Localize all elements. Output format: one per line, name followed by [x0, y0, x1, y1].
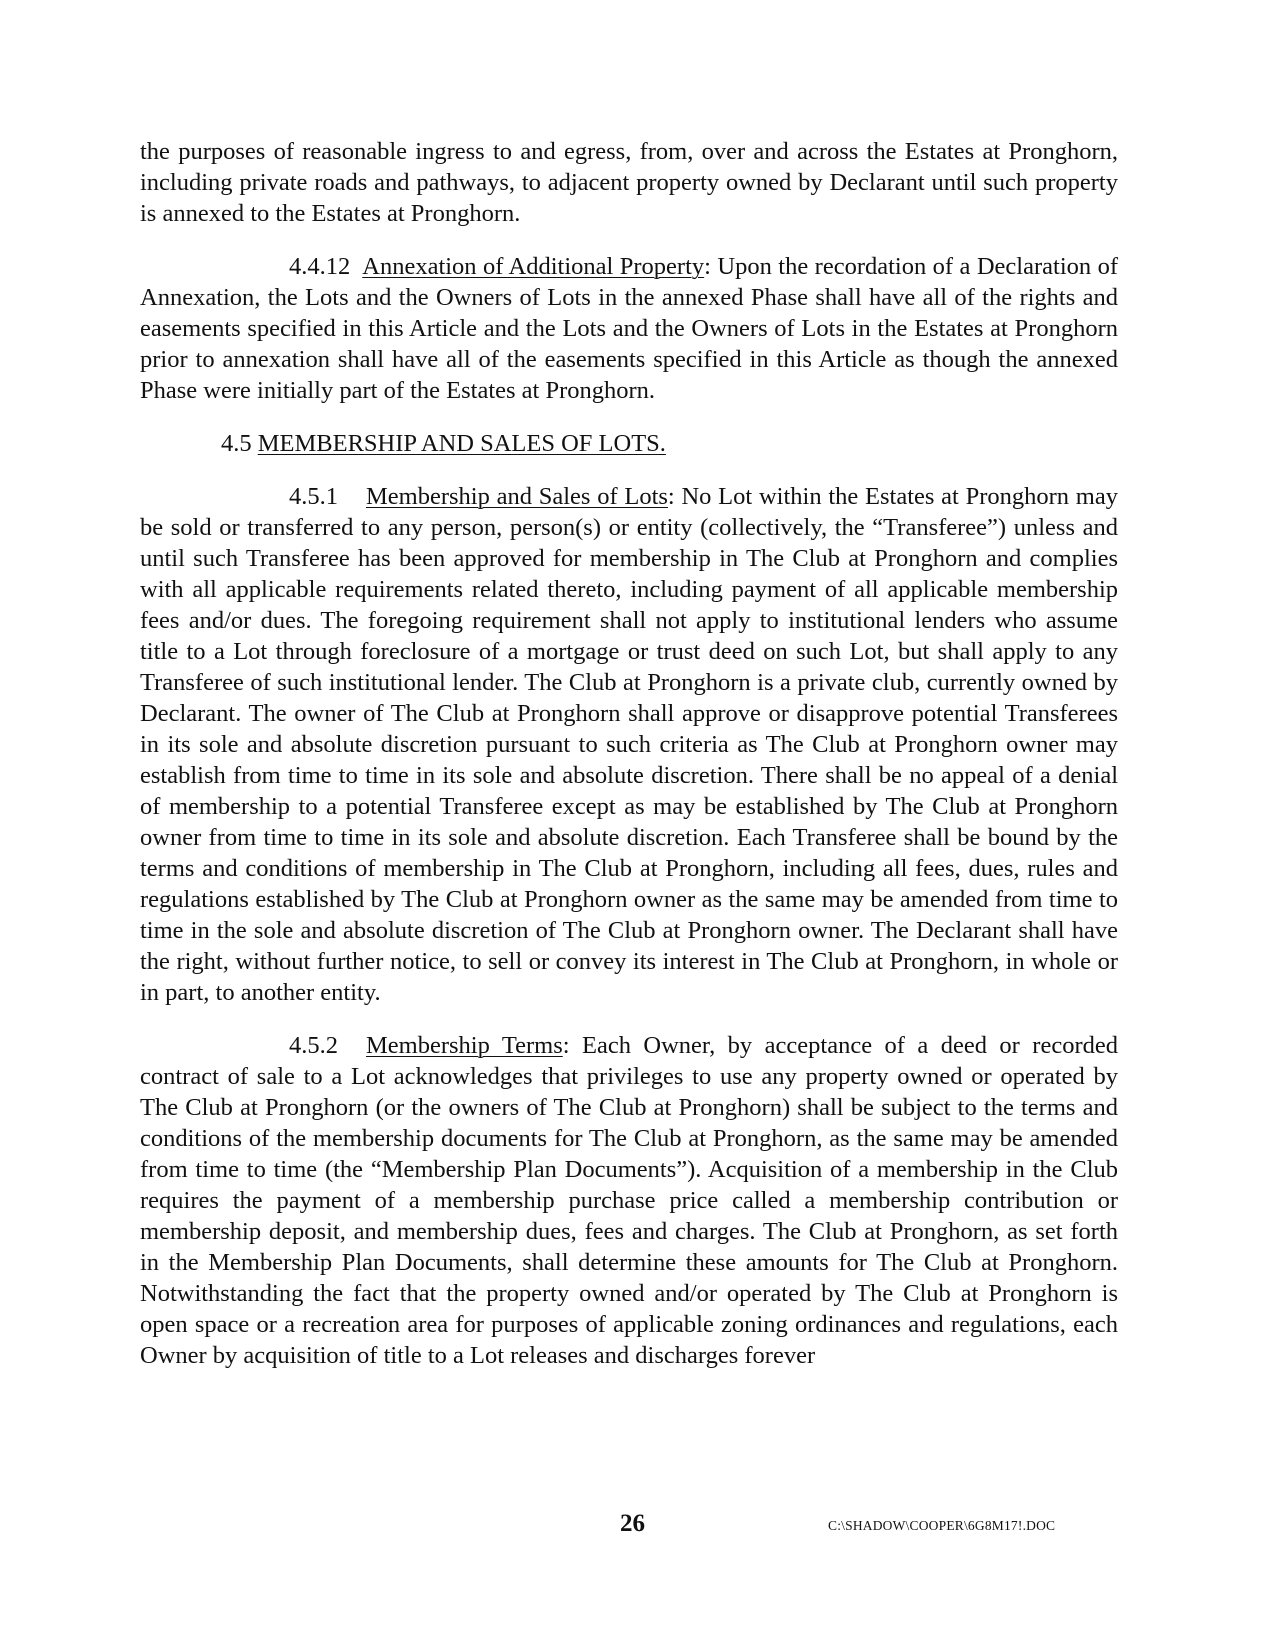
section-number: 4.5.1: [289, 483, 338, 510]
document-body: [140, 136, 1118, 1371]
paragraph-continuation: the purposes of reasonable ingress to and egress, from, over and across the Estates at Pronghorn, including private roads and pathways, to adjacent property owned by Declarant until such property is annexed to the Estates at Pronghorn.: [140, 138, 1118, 227]
section-text: : Each Owner, by acceptance of a deed or recorded contract of sale to a Lot acknowledges that privileges to use any property owned or operated by The Club at Pronghorn (or the owners of The Club at Pronghorn) shall be subject to the terms and conditions of the membership documents for The Club at Pronghorn, as the same may be amended from time to time (the “Membership Plan Documents”). Acquisition of a membership in the Club requires the payment of a membership purchase price called a membership contribution or membership deposit, and membership dues, fees and charges. The Club at Pronghorn, as set forth in the Membership Plan Documents, shall determine these amounts for The Club at Pronghorn. Notwithstanding the fact that the property owned and/or operated by The Club at Pronghorn is open space or a recreation area for purposes of applicable zoning ordinances and regulations, each Owner by acquisition of title to a Lot releases and discharges forever: [140, 1032, 1118, 1369]
section-4-4-12: [140, 251, 1118, 406]
section-4-5: [140, 428, 1118, 459]
section-4-5-2: [140, 1030, 1118, 1371]
section-number: 4.4.12: [289, 253, 351, 280]
page-number: 26: [620, 1510, 645, 1537]
section-heading: MEMBERSHIP AND SALES OF LOTS.: [257, 430, 666, 457]
section-heading: Annexation of Additional Property: [362, 253, 705, 280]
section-heading: Membership and Sales of Lots: [366, 483, 668, 510]
section-heading: Membership Terms: [366, 1032, 563, 1059]
section-text: : No Lot within the Estates at Pronghorn may be sold or transferred to any person, person(s) or entity (collectively, the “Transferee”) unless and until such Transferee has been approved for membership in The Club at Pronghorn and complies with all applicable requirements related thereto, including payment of all applicable membership fees and/or dues. The foregoing requirement shall not apply to institutional lenders who assume title to a Lot through foreclosure of a mortgage or trust deed on such Lot, but shall apply to any Transferee of such institutional lender. The Club at Pronghorn is a private club, currently owned by Declarant. The owner of The Club at Pronghorn shall approve or disapprove potential Transferees in its sole and absolute discretion pursuant to such criteria as The Club at Pronghorn owner may establish from time to time in its sole and absolute discretion. There shall be no appeal of a denial of membership to a potential Transferee except as may be established by The Club at Pronghorn owner from time to time in its sole and absolute discretion. Each Transferee shall be bound by the terms and conditions of membership in The Club at Pronghorn, including all fees, dues, rules and regulations established by The Club at Pronghorn owner as the same may be amended from time to time in the sole and absolute discretion of The Club at Pronghorn owner. The Declarant shall have the right, without further notice, to sell or convey its interest in The Club at Pronghorn, in whole or in part, to another entity.: [140, 483, 1118, 1006]
file-path: C:\SHADOW\COOPER\6G8M17!.DOC: [828, 1518, 1056, 1533]
section-4-5-1: [140, 481, 1118, 1008]
section-number: 4.5.2: [289, 1032, 338, 1059]
section-number: 4.5: [221, 430, 252, 457]
section-text: : Upon the recordation of a Declaration of Annexation, the Lots and the Owners of Lots in the annexed Phase shall have all of the rights and easements specified in this Article and the Lots and the Owners of Lots in the Estates at Pronghorn prior to annexation shall have all of the easements specified in this Article as though the annexed Phase were initially part of the Estates at Pronghorn.: [140, 253, 1118, 404]
